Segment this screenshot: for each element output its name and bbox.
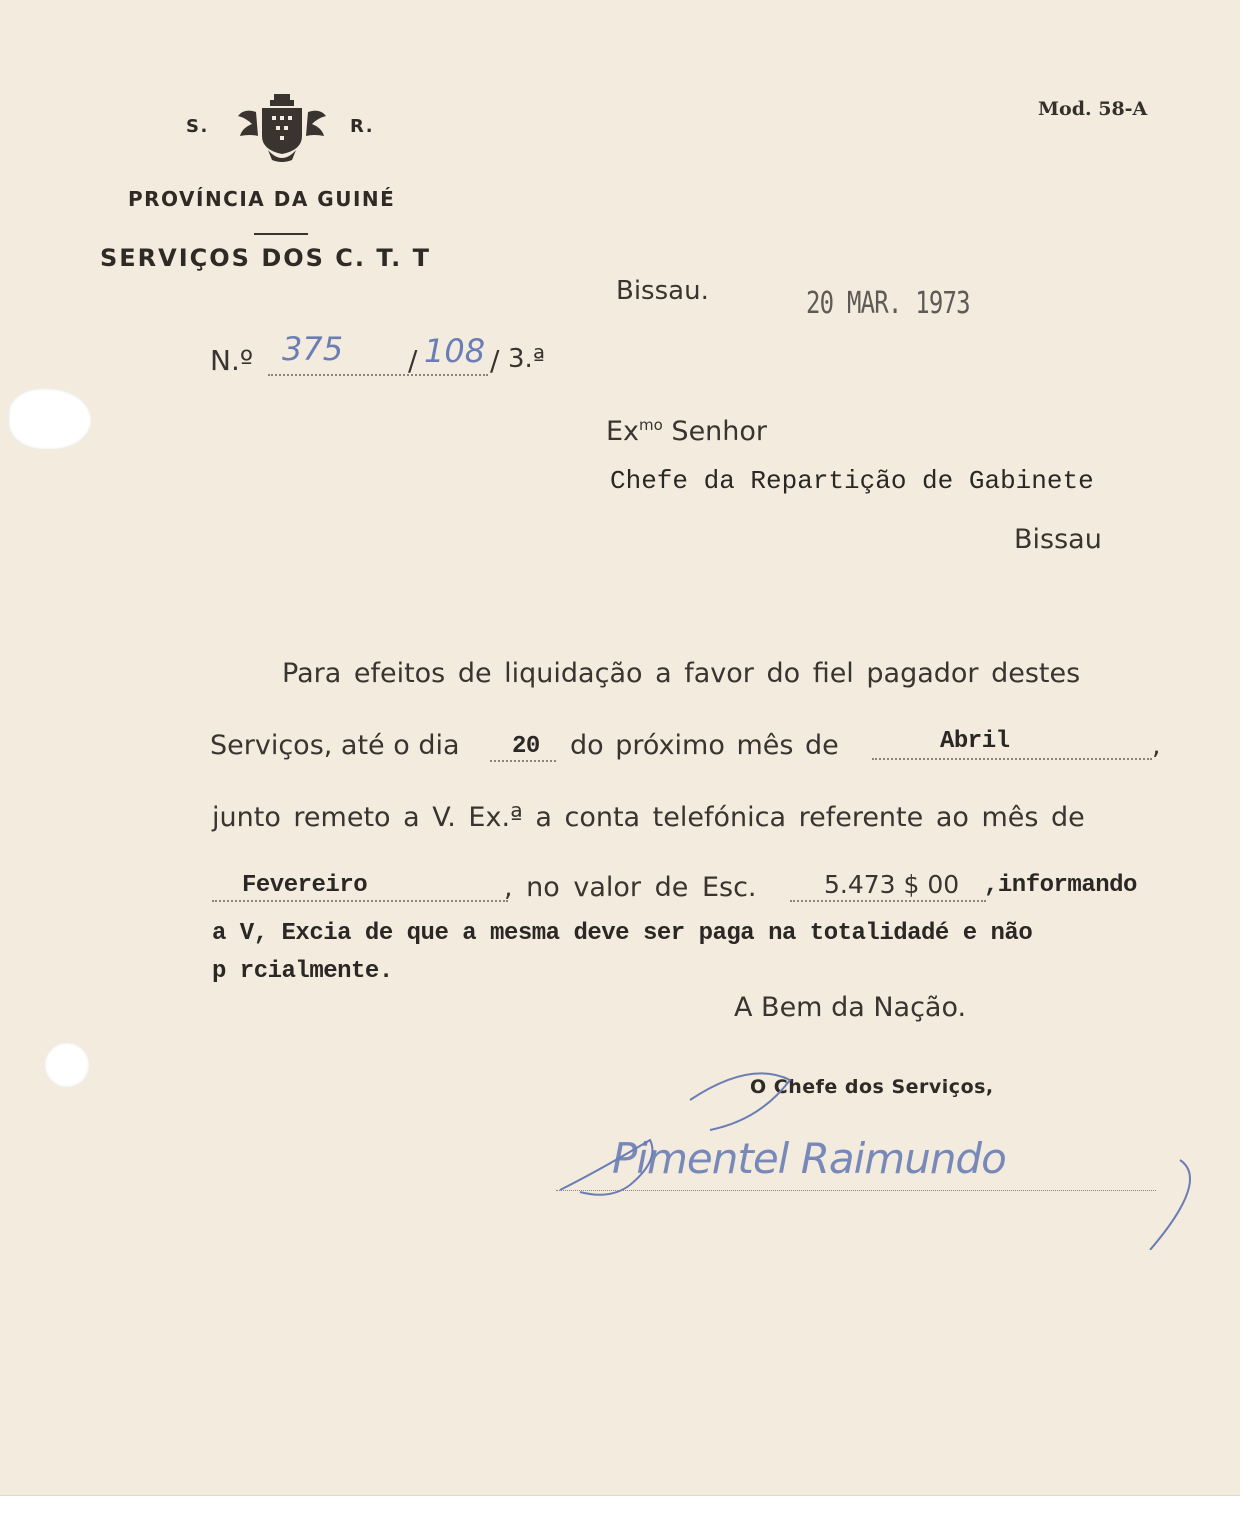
day-dots xyxy=(490,760,556,762)
reference-dots xyxy=(268,374,488,376)
body-line-5: a V, Excia de que a mesma deve ser paga na totalidadé e não xyxy=(212,920,1033,947)
signature: Pimentel Raimundo xyxy=(612,1134,1006,1183)
body-line-4a: , no valor de Esc. xyxy=(504,872,757,903)
body-line-2-end: , xyxy=(1152,730,1161,761)
punch-hole-bottom xyxy=(44,1042,90,1088)
place: Bissau. xyxy=(616,276,709,306)
closing-motto: A Bem da Nação. xyxy=(734,992,967,1023)
reference-suffix: 3.ª xyxy=(508,344,546,374)
reference-slash-2: / xyxy=(490,344,500,377)
reference-number: 375 xyxy=(282,330,344,368)
signatory-title: O Chefe dos Serviços, xyxy=(750,1076,994,1098)
day-value: 20 xyxy=(512,733,540,760)
amount-value: 5.473 $ 00 xyxy=(824,870,960,899)
service-heading: SERVIÇOS DOS C. T. T xyxy=(100,244,431,272)
body-line-6: p rcialmente. xyxy=(212,958,393,985)
reference-file: 108 xyxy=(424,332,486,370)
month-ref-dots xyxy=(212,900,508,902)
recipient-title: Chefe da Repartição de Gabinete xyxy=(610,466,1094,496)
initial-s: S. xyxy=(186,116,209,137)
month-ref: Fevereiro xyxy=(242,872,368,899)
month-due: Abril xyxy=(940,728,1010,755)
reference-slash-1: / xyxy=(408,344,418,377)
amount-dots xyxy=(790,900,986,902)
body-line-2b: do próximo mês de xyxy=(570,730,839,761)
month-due-dots xyxy=(872,758,1152,760)
letterhead-divider xyxy=(254,233,308,235)
salutation-ex: Ex xyxy=(606,416,640,447)
coat-of-arms-icon xyxy=(234,92,330,164)
province-heading: PROVÍNCIA DA GUINÉ xyxy=(128,187,396,211)
body-line-2a: Serviços, até o dia xyxy=(210,730,460,761)
recipient-salutation xyxy=(606,416,767,447)
body-line-1: Para efeitos de liquidação a favor do fiel pagador destes xyxy=(282,658,1081,689)
scan-margin xyxy=(1240,0,1259,1520)
recipient-city: Bissau xyxy=(1014,524,1102,555)
punch-hole-top xyxy=(8,388,92,450)
initial-r: R. xyxy=(350,116,375,137)
reference-label: N.º xyxy=(210,344,254,377)
salutation-superscript: mo xyxy=(639,416,663,434)
body-line-3: junto remeto a V. Ex.ª a conta telefónica referente ao mês de xyxy=(212,802,1085,833)
body-line-4b: ,informando xyxy=(984,872,1137,899)
date-stamp: 20 MAR. 1973 xyxy=(806,286,970,321)
form-code: Mod. 58-A xyxy=(1038,98,1148,120)
salutation-rest: Senhor xyxy=(662,416,768,447)
